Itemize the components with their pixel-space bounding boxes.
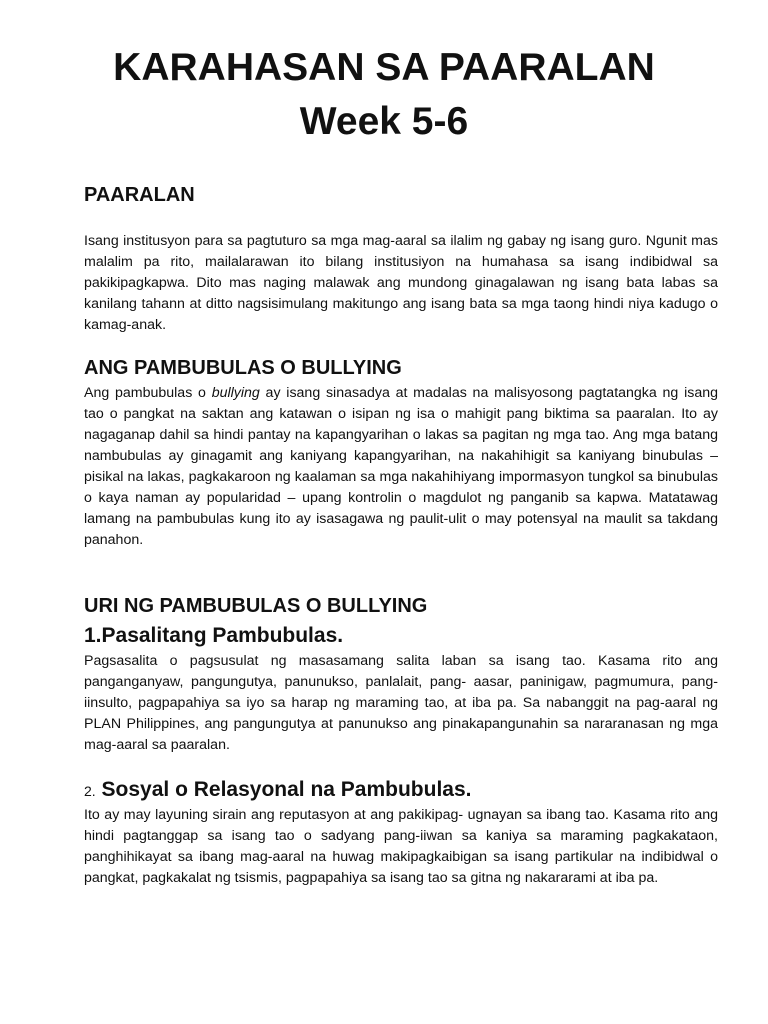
document-title: KARAHASAN SA PAARALAN: [113, 46, 655, 89]
bullying-term-italic: bullying: [211, 385, 260, 401]
bullying-body-rest: ay isang sinasadya at madalas na malisyosong pagtatangka ng isang tao o pangkat na saktan ang katawan o isipan ng isa o mahigit pang biktima sa paaralan. Ito ay nagaganap dahil sa hindi pantay na kapangyarihan o lakas sa pagitan ng mga tao. Ang mga batang nambubulas ay ginagamit ang kaniyang kapangyarihan, na nakahihigit sa kaniyang binubulas – pisikal na lakas, pagkakaroon ng kaalaman sa mga nakahihiyang impormasyon tungkol sa binubulas o kaya naman ay popularidad – upang kontrolin o magdulot ng panganib sa kapwa. Matatawag lamang na pambubulas kung ito ay isasagawa ng paulit-ulit o may potensyal na maulit sa takdang panahon.: [84, 385, 718, 548]
paragraph-bullying: [84, 383, 718, 551]
subheading-number: 2.: [84, 783, 96, 799]
heading-bullying: ANG PAMBUBULAS O BULLYING: [84, 357, 402, 379]
paragraph-pasalitang-pambubulas: Pagsasalita o pagsusulat ng masasamang salita laban sa isang tao. Kasama rito ang panganganyaw, pangungutya, panunukso, panlalait, pang- aasar, paninigaw, pagmumura, pang-iinsulto, pagpapahiya sa iyo sa harap ng maraming tao, at iba pa. Sa nabanggit na pag-aaral ng PLAN Philippines, ang pangungutya at panunukso ang pinakapangunahin sa nararanasan ng mga mag-aaral sa paaralan.: [84, 653, 718, 753]
heading-uri: URI NG PAMBUBULAS O BULLYING: [84, 595, 428, 617]
paragraph-sosyal-pambubulas: Ito ay may layuning sirain ang reputasyon at ang pakikipag- ugnayan sa ibang tao. Kasama rito ang hindi pagtanggap sa isang tao o sadyang pang-iiwan sa kaniya sa maraming pagkakataon, panghihikayat sa ibang mag-aaral na huwag makipagkaibigan sa isang partikular na indibidwal o pangkat, pagkakalat ng tsismis, pagpapahiya sa isang tao sa gitna ng nakararami at iba pa.: [84, 807, 718, 886]
subheading-text: Sosyal o Relasyonal na Pambubulas.: [101, 778, 472, 801]
paragraph-paaralan: Isang institusyon para sa pagtuturo sa mga mag-aaral sa ilalim ng gabay ng isang guro. Ngunit mas malalim pa rito, mailalarawan ito bilang institusiyon na humahasa sa isang indibidwal sa pakikipagkapwa. Dito mas naging malawak ang mundong ginagalawan ng isang bata labas sa kanilang tahann at ditto nagsisimulang makitungo ang isang bata sa mga taong hindi niya kadugo o kamag-anak.: [84, 233, 718, 333]
heading-paaralan: PAARALAN: [84, 184, 195, 206]
heading-pasalitang-pambubulas: 1.Pasalitang Pambubulas.: [84, 624, 344, 647]
heading-sosyal-pambubulas: [84, 777, 472, 804]
bullying-body-start: Ang pambubulas o: [84, 385, 212, 401]
document-subtitle-week: Week 5-6: [299, 100, 469, 143]
